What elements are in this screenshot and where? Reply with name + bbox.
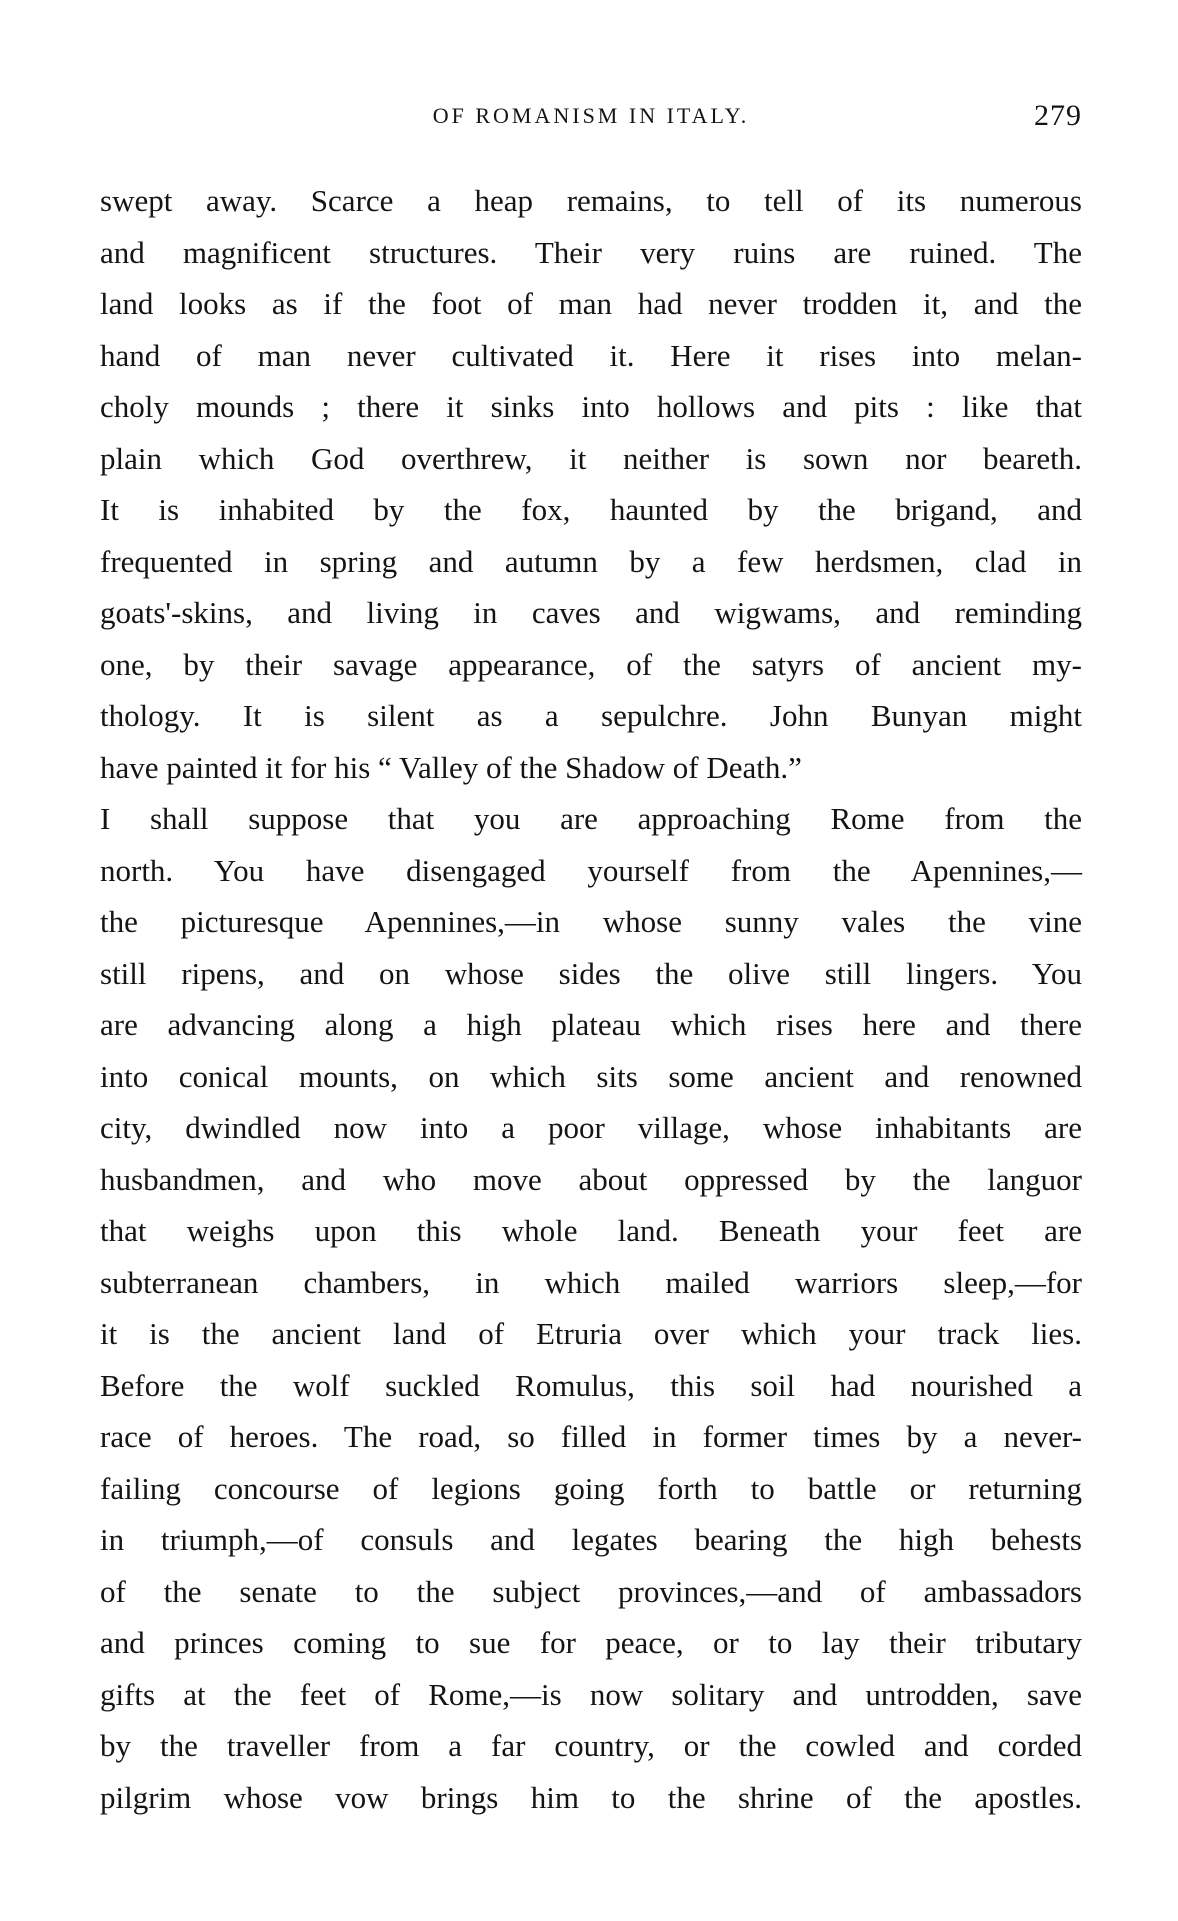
text-line: swept away. Scarce a heap remains, to tell of its numerous [100,183,1082,218]
text-line: choly mounds ; there it sinks into hollows and pits : like that [100,389,1082,424]
text-line: race of heroes. The road, so filled in former times by a never- [100,1419,1082,1454]
text-line: gifts at the feet of Rome,—is now solitary and untrodden, save [100,1676,1082,1712]
text-line: subterranean chambers, in which mailed warriors sleep,—for [100,1264,1082,1300]
text-line: into conical mounts, on which sits some ancient and renowned [100,1058,1082,1094]
text-line: that weighs upon this whole land. Beneath your feet are [100,1213,1082,1248]
text-line: city, dwindled now into a poor village, whose inhabitants are [100,1110,1082,1145]
text-line: goats'-skins, and living in caves and wigwams, and reminding [100,595,1082,630]
text-line: husbandmen, and who move about oppressed by the languor [100,1161,1082,1197]
paragraph-2 [100,793,1082,1823]
page-number: 279 [1034,99,1082,132]
text-line: I shall suppose that you are approaching Rome from the [100,801,1082,836]
running-title: OF ROMANISM IN ITALY. [432,103,750,128]
paragraph-1 [100,175,1082,793]
text-line: plain which God overthrew, it neither is sown nor beareth. [100,440,1082,476]
text-line: are advancing along a high plateau which rises here and there [100,1007,1082,1042]
text-line: and princes coming to sue for peace, or to lay their tributary [100,1625,1082,1660]
text-line: one, by their savage appearance, of the satyrs of ancient my- [100,646,1082,682]
text-line: still ripens, and on whose sides the olive still lingers. You [100,955,1082,991]
text-line: have painted it for his “ Valley of the Shadow of Death.” [100,749,802,785]
text-line: and magnificent structures. Their very ruins are ruined. The [100,234,1082,270]
body-text [100,175,1082,1823]
text-line: Before the wolf suckled Romulus, this soil had nourished a [100,1367,1082,1403]
text-line: pilgrim whose vow brings him to the shrine of the apostles. [100,1779,1082,1815]
text-line: the picturesque Apennines,—in whose sunny vales the vine [100,904,1082,939]
text-line: failing concourse of legions going forth to battle or returning [100,1470,1082,1506]
text-line: it is the ancient land of Etruria over which your track lies. [100,1316,1082,1351]
text-line: of the senate to the subject provinces,—and of ambassadors [100,1573,1082,1609]
text-line: hand of man never cultivated it. Here it rises into melan- [100,337,1082,373]
text-line: It is inhabited by the fox, haunted by the brigand, and [100,492,1082,527]
text-line: thology. It is silent as a sepulchre. John Bunyan might [100,698,1082,733]
text-line: north. You have disengaged yourself from the Apennines,— [100,852,1082,888]
text-line: frequented in spring and autumn by a few herdsmen, clad in [100,543,1082,579]
running-head [100,96,1082,136]
text-line: land looks as if the foot of man had never trodden it, and the [100,286,1082,321]
text-line: in triumph,—of consuls and legates bearing the high behests [100,1522,1082,1557]
text-line: by the traveller from a far country, or the cowled and corded [100,1728,1082,1763]
